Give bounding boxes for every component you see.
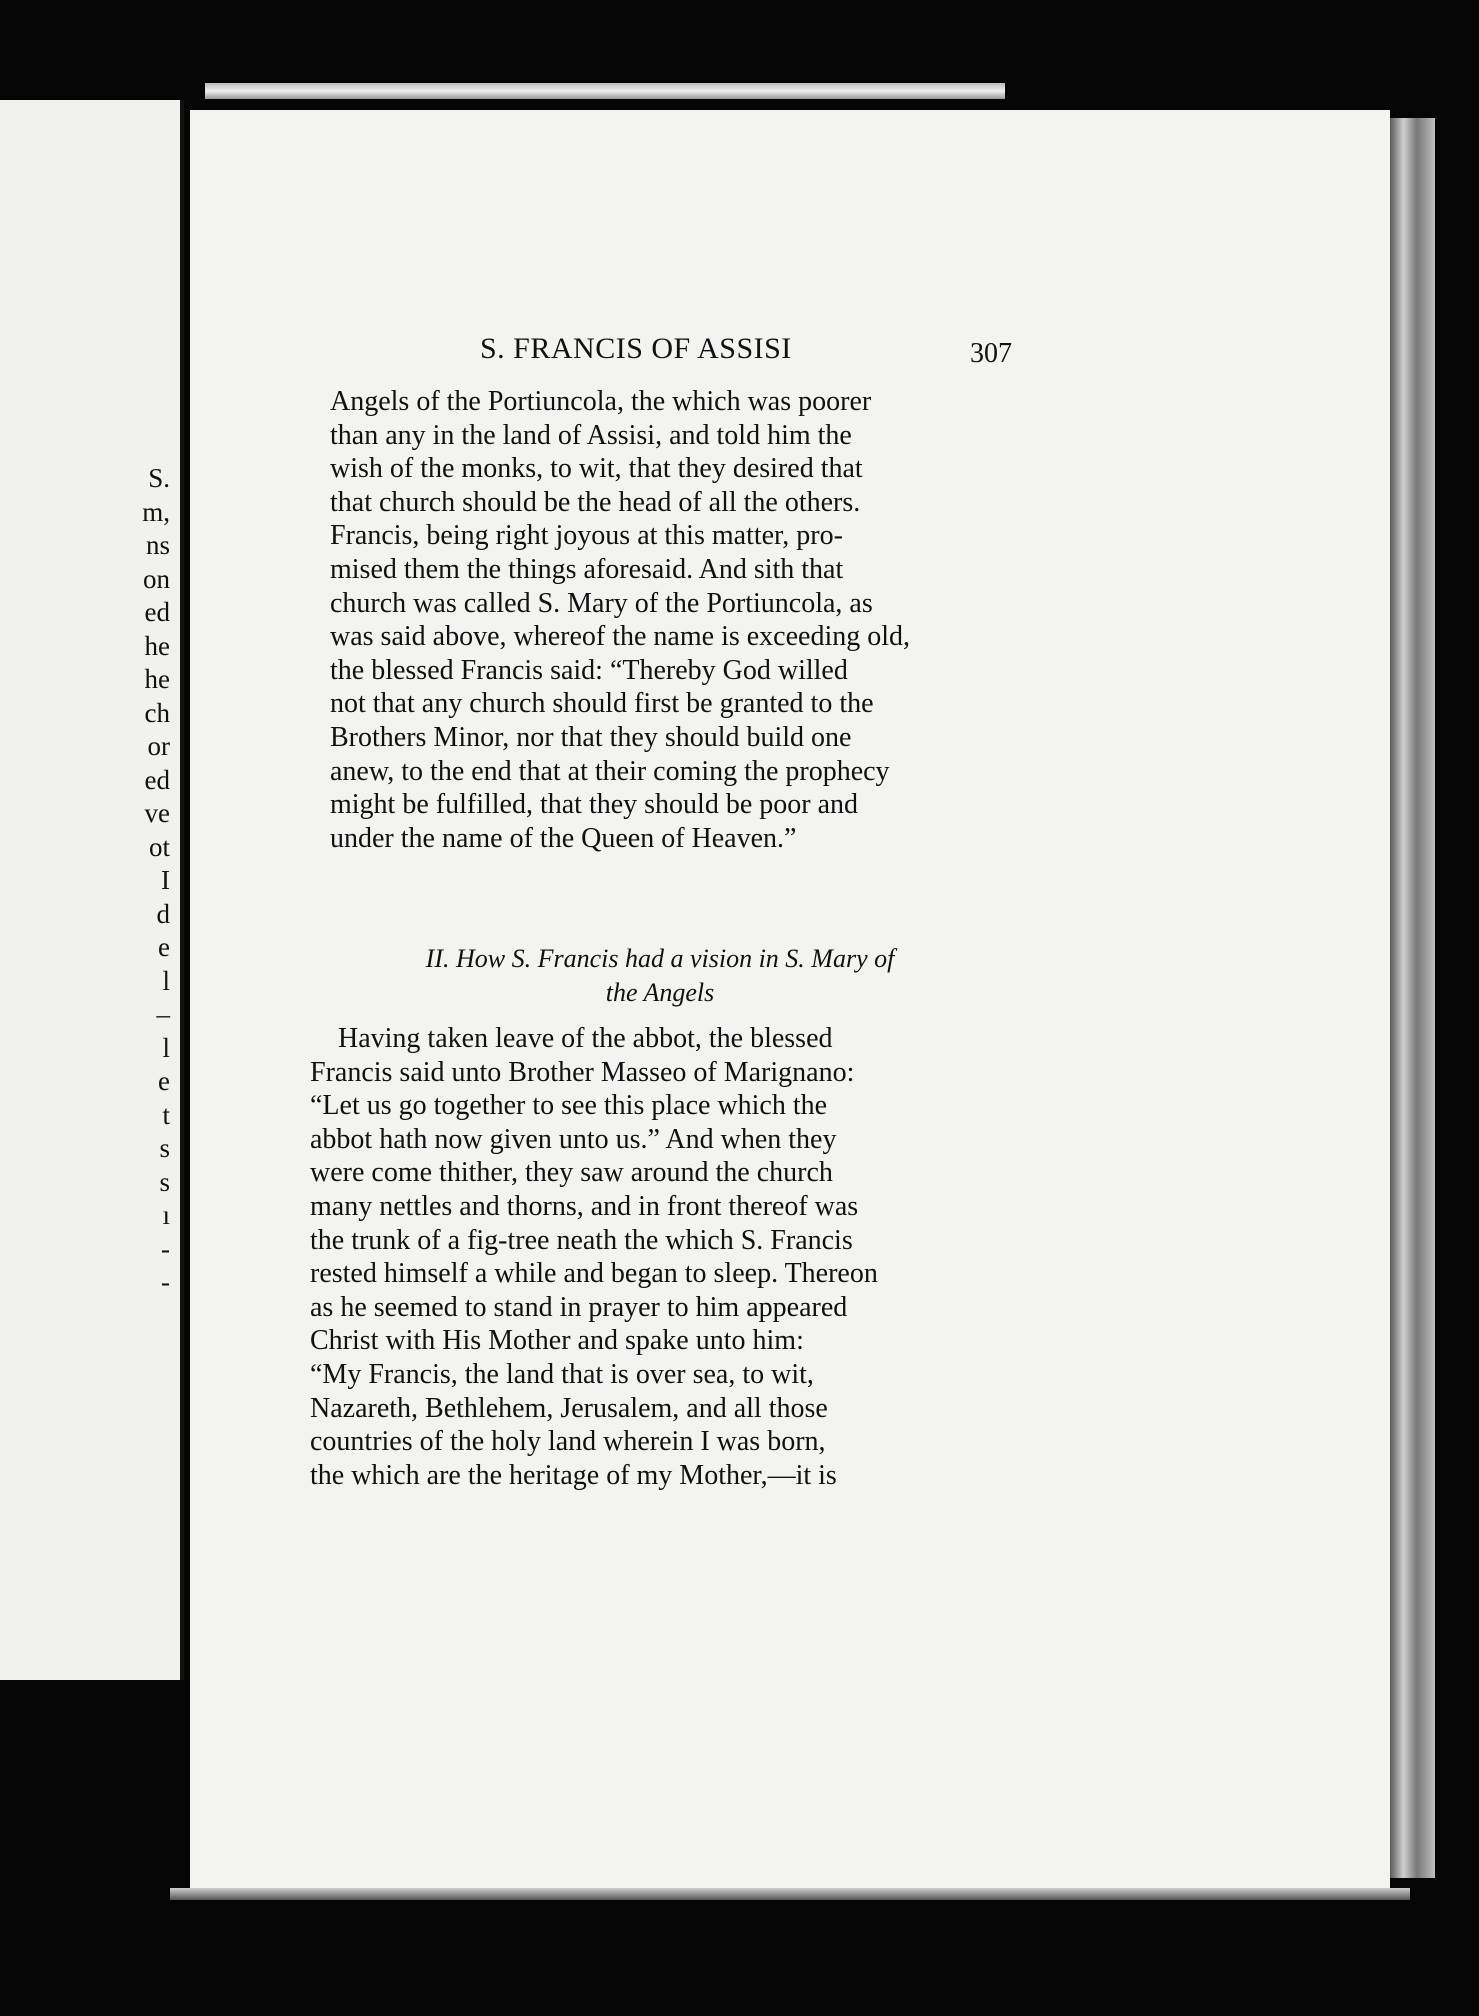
text-line: abbot hath now given unto us.” And when they [310,1123,837,1155]
edge-fragment: ch [144,697,170,728]
edge-fragment: l [162,1032,170,1063]
text-line: Francis, being right joyous at this matter, pro- [330,520,843,552]
edge-fragment: ot [148,831,170,862]
text-line: than any in the land of Assisi, and told him the [330,419,852,451]
edge-fragment: or [147,731,170,761]
text-line: Angels of the Portiuncola, the which was poorer [330,386,872,417]
text-line: mised them the things aforesaid. And sith that [330,553,844,585]
text-line: “Let us go together to see this place which the [310,1090,828,1122]
text-line: under the name of the Queen of Heaven.” [330,822,797,854]
page-header [480,332,1020,376]
text-line: might be fulfilled, that they should be poor and [330,789,859,821]
edge-fragment: - [161,1233,170,1264]
text-line: wish of the monks, to wit, that they desired that [330,453,863,485]
edge-fragment: s [159,1166,170,1197]
edge-fragment: he [144,664,170,694]
edge-fragment: e [158,1066,170,1096]
left-page-edge-text [142,462,170,1300]
paragraph-vision [310,1022,975,1492]
edge-fragment: - [161,1267,170,1297]
edge-fragment: e [158,932,170,962]
edge-fragment: t [162,1099,170,1130]
heading-line: II. How S. Francis had a vision in S. Mary of [425,944,895,973]
left-facing-page [0,100,184,1680]
text-line: Nazareth, Bethlehem, Jerusalem, and all those [310,1392,828,1424]
text-line: rested himself a while and began to sleep. Thereon [310,1258,878,1290]
text-line: were come thither, they saw around the church [310,1157,833,1189]
text-line: not that any church should first be granted to the [330,688,874,720]
text-line: was said above, whereof the name is exceeding old, [330,621,911,653]
text-line: Brothers Minor, nor that they should build one [330,721,852,753]
edge-fragment: he [144,630,170,661]
text-line: Francis said unto Brother Masseo of Marignano: [310,1056,855,1088]
text-line: “My Francis, the land that is over sea, to wit, [310,1358,814,1390]
text-line: the trunk of a fig-tree neath the which S. Francis [310,1224,853,1256]
running-title: S. FRANCIS OF ASSISI [480,332,792,365]
text-line: anew, to the end that at their coming the prophecy [330,755,890,787]
edge-fragment: S. [148,463,170,493]
text-line: countries of the holy land wherein I was born, [310,1426,826,1458]
edge-fragment: ed [144,764,170,795]
edge-fragment: ve [144,798,170,828]
text-line: the blessed Francis said: “Thereby God willed [330,654,848,686]
book-bottom-edge [170,1888,1410,1900]
text-line: church was called S. Mary of the Portiuncola, as [330,587,873,619]
edge-fragment: – [156,999,170,1029]
edge-fragment: l [162,965,170,996]
text-line: Christ with His Mother and spake unto him: [310,1325,804,1357]
book-right-edge [1390,118,1435,1878]
edge-fragment: ns [145,530,170,560]
text-line: that church should be the head of all the others. [330,486,861,518]
text-line: many nettles and thorns, and in front thereof was [310,1190,859,1222]
edge-fragment: d [156,898,170,929]
page-top-edge [205,83,1005,99]
heading-line: the Angels [605,978,715,1007]
section-heading [340,942,980,1010]
edge-fragment: m, [142,496,170,527]
edge-fragment: I [161,865,170,895]
page-number: 307 [970,338,1012,369]
text-line: the which are the heritage of my Mother,—it is [310,1459,837,1491]
edge-fragment: s [159,1133,170,1163]
edge-fragment: ı [162,1200,170,1230]
edge-fragment: on [143,563,170,594]
paragraph-continued [330,385,995,855]
text-line: Having taken leave of the abbot, the blessed [338,1023,833,1054]
text-line: as he seemed to stand in prayer to him appeared [310,1291,848,1323]
edge-fragment: ed [144,597,170,627]
